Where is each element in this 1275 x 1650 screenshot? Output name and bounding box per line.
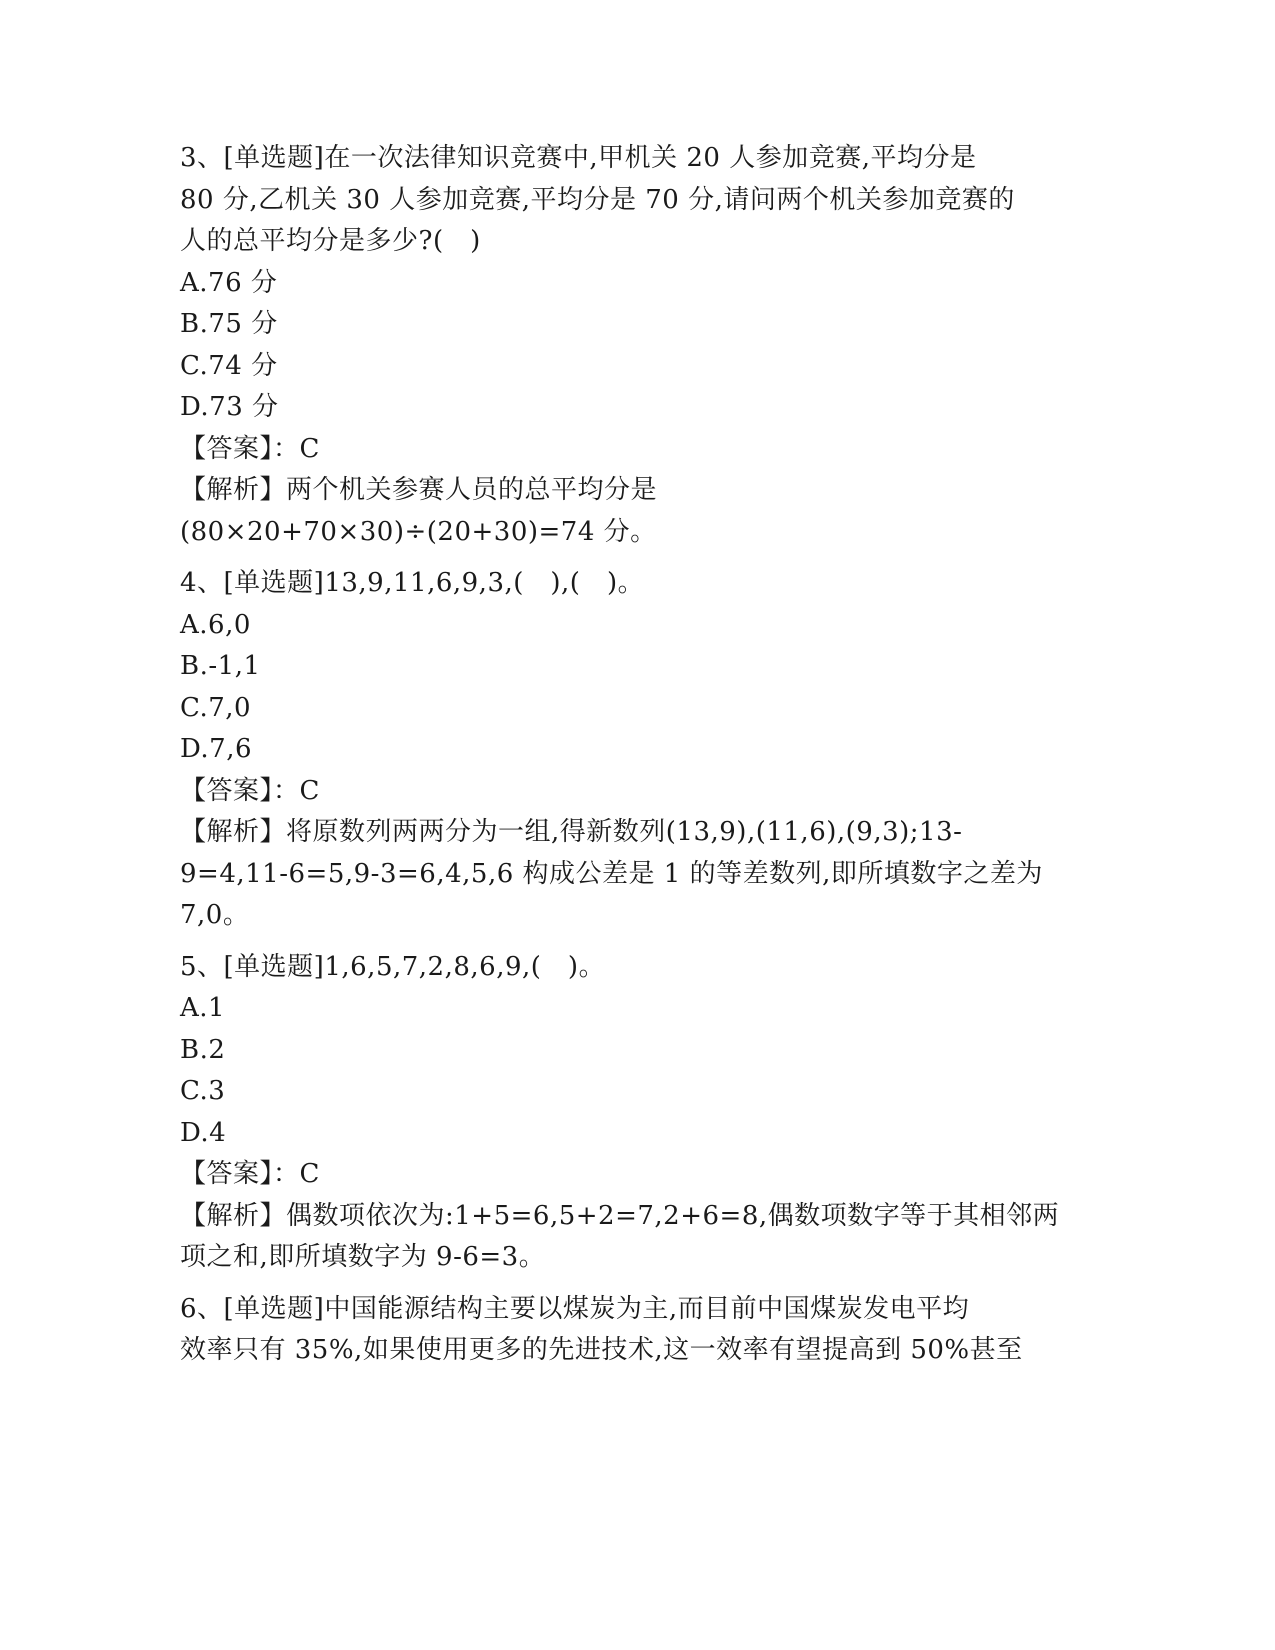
option-a: A.6,0 [180, 609, 251, 640]
question-3 [180, 138, 1040, 553]
question-text-line: 5、[单选题]1,6,5,7,2,8,6,9,( )。 [180, 951, 606, 982]
option-b: B.2 [180, 1034, 226, 1065]
answer-line: 【答案】：C [180, 775, 320, 806]
question-text-line: 效率只有 35%,如果使用更多的先进技术,这一效率有望提高到 50%甚至 [180, 1335, 1023, 1365]
option-a: A.1 [180, 993, 226, 1023]
option-d: D.73 分 [180, 392, 279, 422]
option-b: B.-1,1 [180, 651, 261, 681]
question-text-line: 人的总平均分是多少?( ) [180, 226, 481, 256]
option-b: B.75 分 [180, 309, 278, 339]
analysis-line: 【解析】将原数列两两分为一组,得新数列(13,9),(11,6),(9,3);13- [180, 817, 963, 847]
analysis-line: 9=4,11-6=5,9-3=6,4,5,6 构成公差是 1 的等差数列,即所填数字之差为 [180, 858, 1043, 889]
analysis-line: 【解析】偶数项依次为:1+5=6,5+2=7,2+6=8,偶数项数字等于其相邻两 [180, 1200, 1060, 1231]
option-c: C.7,0 [180, 692, 252, 723]
question-text-line: 4、[单选题]13,9,11,6,9,3,( ),( )。 [180, 568, 645, 598]
option-a: A.76 分 [180, 267, 278, 298]
analysis-line: 7,0。 [180, 900, 250, 930]
option-c: C.3 [180, 1076, 226, 1106]
option-d: D.4 [180, 1117, 227, 1148]
question-text-line: 6、[单选题]中国能源结构主要以煤炭为主,而目前中国煤炭发电平均 [180, 1293, 970, 1324]
question-text-line: 3、[单选题]在一次法律知识竞赛中,甲机关 20 人参加竞赛,平均分是 [180, 143, 977, 173]
option-d: D.7,6 [180, 734, 253, 764]
analysis-line: 项之和,即所填数字为 9-6=3。 [180, 1242, 546, 1272]
analysis-line: 【解析】两个机关参赛人员的总平均分是 [180, 475, 658, 505]
question-text-line: 80 分,乙机关 30 人参加竞赛,平均分是 70 分,请问两个机关参加竞赛的 [180, 184, 1015, 215]
question-4 [180, 563, 1043, 937]
option-c: C.74 分 [180, 350, 278, 381]
answer-line: 【答案】：C [180, 1159, 320, 1189]
answer-line: 【答案】：C [180, 433, 320, 464]
question-5 [180, 947, 1060, 1279]
analysis-line: (80×20+70×30)÷(20+30)=74 分。 [180, 516, 657, 547]
question-6 [180, 1289, 1040, 1372]
document-page [180, 138, 1060, 1382]
